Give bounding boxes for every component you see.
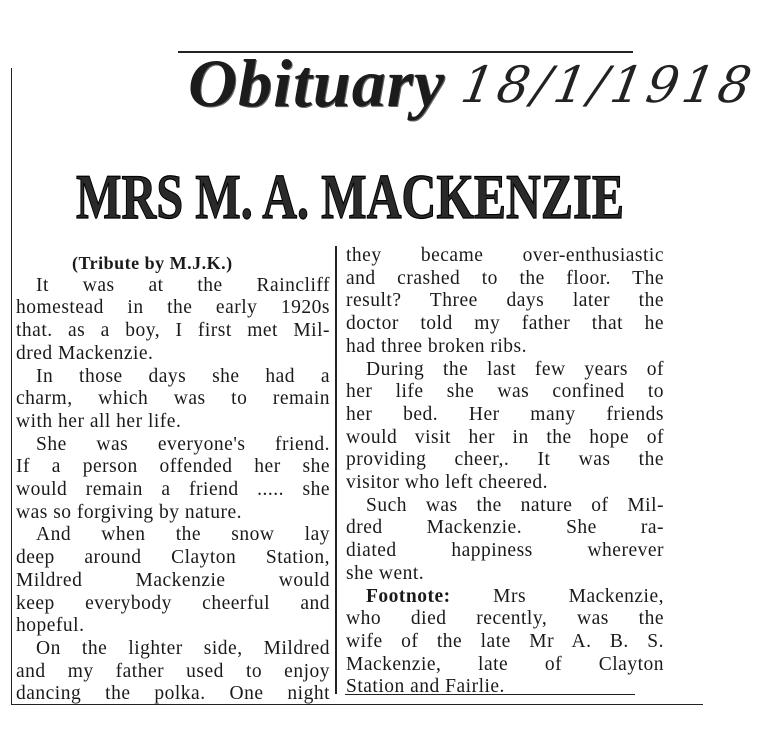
text-line: homestead in the early 1920s — [16, 297, 330, 319]
footnote-first-line-text: Mrs Mackenzie, — [493, 585, 665, 607]
text-line: with her all her life. — [16, 410, 182, 432]
text-line: dancing the polka. One night — [16, 683, 330, 705]
text-line: charm, which was to remain — [16, 388, 330, 410]
text-line: It was at the Raincliff — [36, 274, 330, 296]
text-line: wife of the late Mr A. B. S. — [346, 630, 664, 652]
text-line: they became over-enthusiastic — [346, 245, 664, 266]
text-line: Mildred Mackenzie would — [16, 569, 330, 591]
right-column-text — [346, 245, 664, 586]
text-line: who died recently, was the — [346, 608, 664, 630]
text-line: providing cheer,. It was the — [346, 449, 664, 471]
left-column-text — [16, 275, 330, 706]
text-line: During the last few years of — [366, 358, 664, 380]
handwritten-date: 18/1/1918 — [456, 56, 760, 114]
left-border-rule — [11, 68, 12, 704]
text-line: Such was the nature of Mil- — [366, 494, 664, 516]
text-line: would remain a friend ..... she — [16, 479, 330, 501]
text-line: dred Mackenzie. She ra- — [346, 517, 664, 539]
text-line: visitor who left cheered. — [346, 472, 549, 494]
text-line: On the lighter side, Mildred — [36, 637, 330, 659]
text-line: She was everyone's friend. — [36, 433, 330, 455]
text-line: dred Mackenzie. — [16, 342, 154, 364]
text-line: If a person offended her she — [16, 456, 330, 478]
text-line: was so forgiving by nature. — [16, 501, 242, 523]
text-line: her bed. Her many friends — [346, 403, 664, 425]
text-line: and crashed to the floor. The — [346, 267, 664, 289]
article-column-left — [16, 252, 330, 706]
footnote-text — [346, 608, 664, 699]
text-line: In those days she had a — [36, 365, 330, 387]
text-line: had three broken ribs. — [346, 335, 528, 357]
text-line: Station and Fairlie. — [346, 676, 505, 698]
column-divider — [335, 246, 337, 694]
text-line: doctor told my father that he — [346, 313, 664, 335]
byline: (Tribute by M.J.K.) — [72, 253, 233, 273]
text-line: her life she was confined to — [346, 381, 664, 403]
text-line: diated happiness wherever — [346, 540, 664, 562]
text-line: deep around Clayton Station, — [16, 547, 330, 569]
text-line: result? Three days later the — [346, 290, 664, 312]
text-line: would visit her in the hope of — [346, 426, 664, 448]
footnote-first-line — [346, 586, 664, 609]
headline — [76, 160, 636, 232]
text-line: keep everybody cheerful and — [16, 592, 330, 614]
text-line: and my father used to enjoy — [16, 660, 330, 682]
article-column-right — [346, 245, 664, 699]
text-line: that. as a boy, I first met Mil- — [16, 320, 330, 342]
text-line: Mackenzie, late of Clayton — [346, 653, 664, 675]
text-line: hopeful. — [16, 615, 85, 637]
headline-text: MRS M. A. MACKENZIE — [76, 161, 624, 232]
headline-graphic — [76, 160, 636, 232]
footnote-label: Footnote: — [366, 585, 451, 607]
section-title: Obituary — [188, 45, 446, 121]
text-line: she went. — [346, 562, 425, 584]
text-line: And when the snow lay — [36, 524, 330, 546]
